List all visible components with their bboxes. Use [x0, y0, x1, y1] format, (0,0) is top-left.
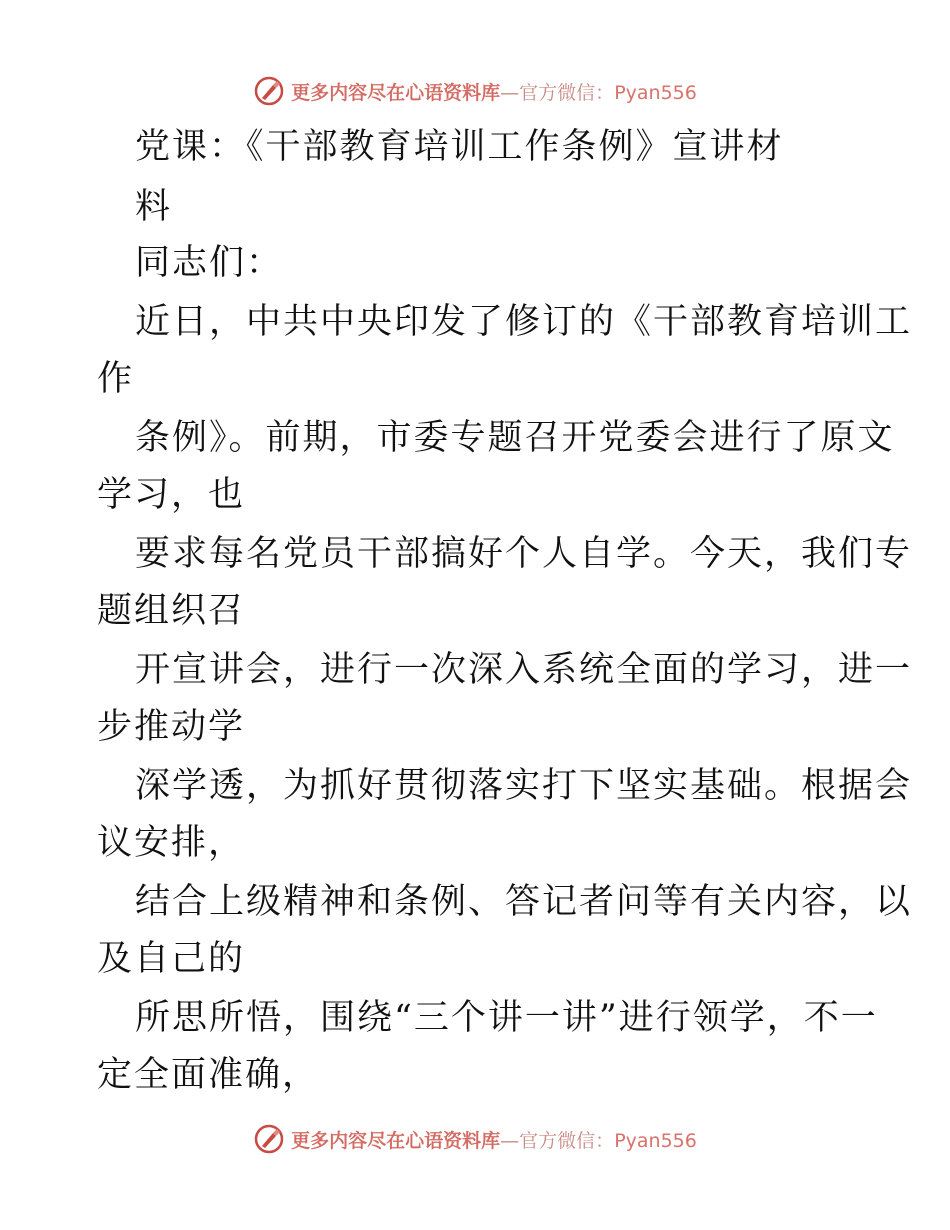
doc-paragraph-line: 学习，也	[97, 475, 246, 515]
watermark-wechat-id: Pyan556	[614, 1129, 697, 1152]
doc-paragraph-line: 及自己的	[97, 939, 246, 979]
pen-circle-logo-icon	[253, 1123, 285, 1155]
doc-paragraph-line: 近日，中共中央印发了修订的《干部教育培训工	[135, 302, 913, 342]
doc-paragraph-line: 步推动学	[97, 707, 246, 747]
doc-title-line-2: 料	[135, 187, 173, 227]
doc-paragraph-line: 定全面准确，	[97, 1055, 320, 1095]
doc-paragraph-line: 题组织召	[97, 591, 246, 631]
watermark-wechat-label: 官方微信：	[519, 81, 615, 104]
doc-paragraph-line: 作	[97, 359, 135, 399]
watermark-wechat-id: Pyan556	[614, 81, 697, 104]
watermark-dash: —	[500, 81, 520, 104]
doc-title-line-1: 党课：《干部教育培训工作条例》宣讲材	[135, 127, 784, 167]
watermark-title: 更多内容尽在心语资料库	[291, 81, 501, 104]
doc-paragraph-line: 要求每名党员干部搞好个人自学。今天，我们专	[135, 534, 913, 574]
doc-paragraph-line: 条例》。前期，市委专题召开党委会进行了原文	[135, 418, 895, 458]
doc-paragraph-line: 所思所悟，围绕“三个讲一讲”进行领学，不一	[135, 998, 878, 1038]
watermark-wechat-label: 官方微信：	[519, 1129, 615, 1152]
watermark-title: 更多内容尽在心语资料库	[291, 1129, 501, 1152]
footer-watermark	[0, 1119, 950, 1159]
doc-paragraph-line: 开宣讲会，进行一次深入系统全面的学习，进一	[135, 650, 913, 690]
doc-paragraph-line: 结合上级精神和条例、答记者问等有关内容，以	[135, 882, 913, 922]
doc-paragraph-line: 议安排，	[97, 823, 246, 863]
doc-paragraph-line: 深学透，为抓好贯彻落实打下坚实基础。根据会	[135, 766, 913, 806]
doc-salutation: 同志们：	[135, 243, 284, 283]
watermark-text	[291, 1126, 697, 1153]
watermark-dash: —	[500, 1129, 520, 1152]
